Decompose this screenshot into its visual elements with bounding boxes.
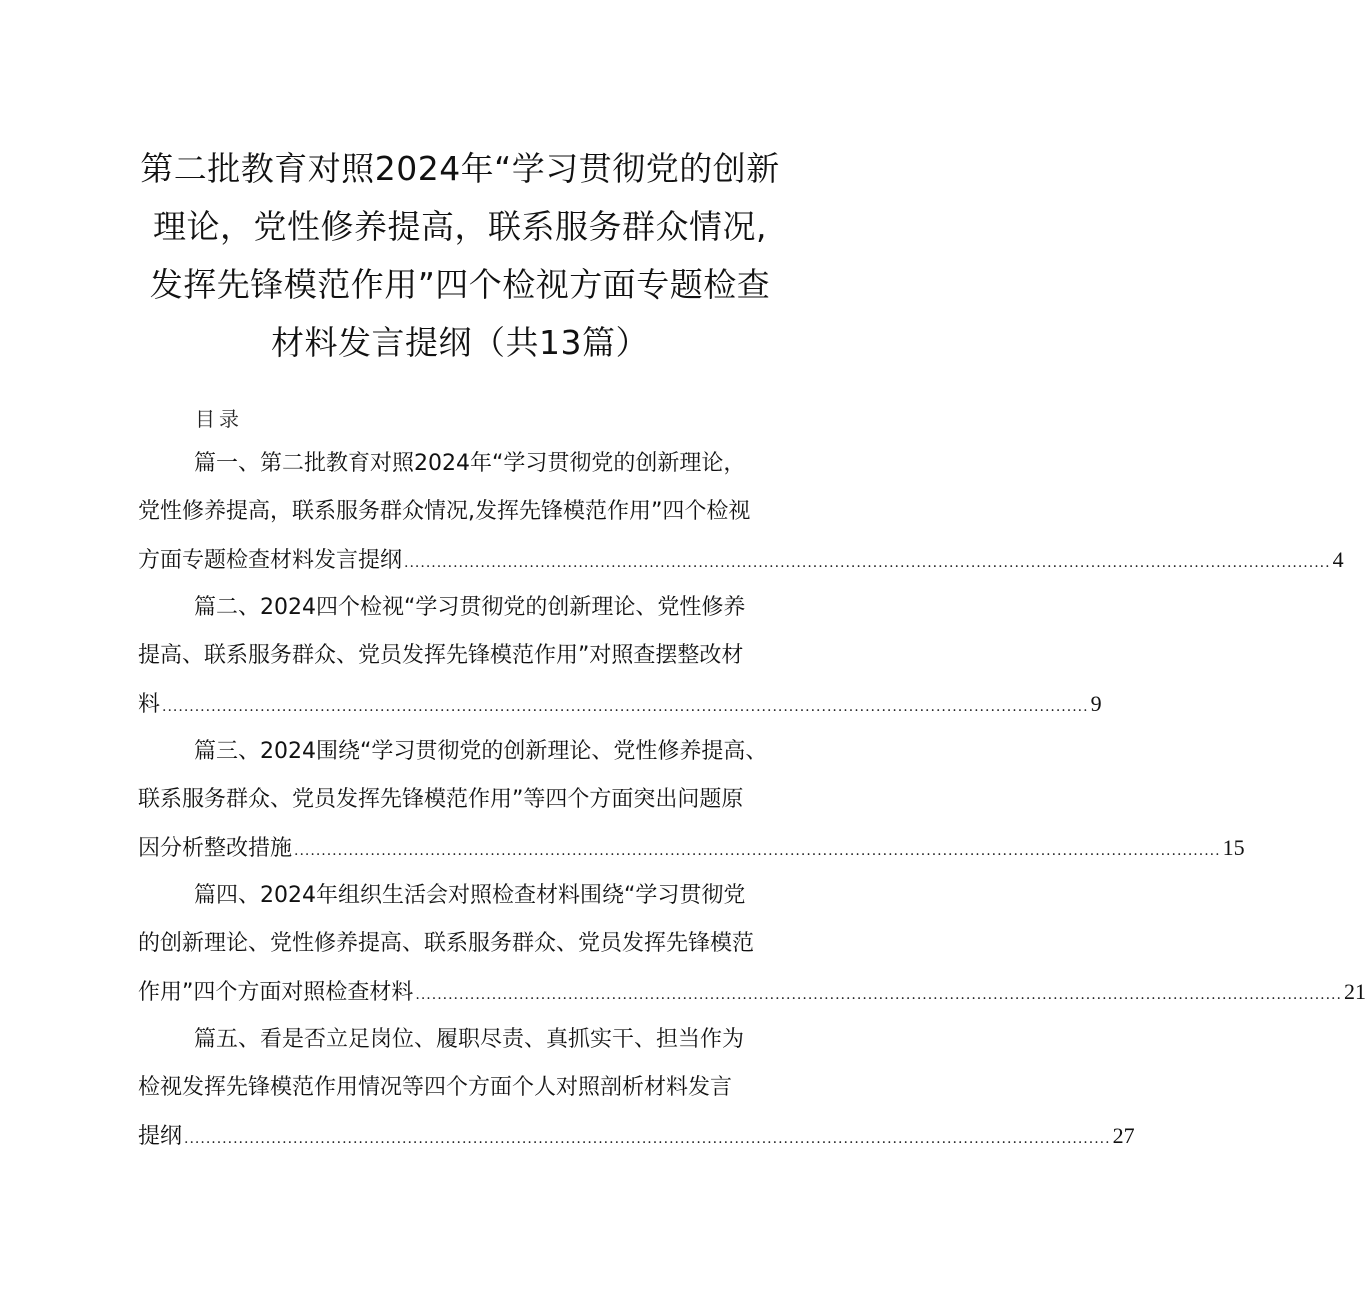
toc-entry-line: 料 [138, 692, 161, 717]
dot-leader: .......................................................................................................................................................................... [415, 987, 1342, 1003]
dot-leader: .......................................................................................................................................................................... [162, 699, 1089, 715]
toc-entry-line: 的创新理论、党性修养提高、联系服务群众、党员发挥先锋模范 [138, 931, 755, 956]
toc-entry-4[interactable] [138, 872, 1366, 1016]
toc-entry-5[interactable] [138, 1016, 1135, 1160]
toc-entry-last-line [138, 824, 1245, 872]
toc-entry-1[interactable] [138, 440, 1344, 584]
toc-entry-line: 党性修养提高，联系服务群众情况,发挥先锋模范作用”四个检视 [138, 499, 751, 524]
toc-entry-line: 篇四、2024年组织生活会对照检查材料围绕“学习贯彻党 [194, 883, 746, 908]
title-line: 材料发言提纲（共13篇） [271, 323, 649, 362]
toc-entry-line: 篇三、2024围绕“学习贯彻党的创新理论、党性修养提高、 [194, 739, 768, 764]
toc-heading: 目录 [195, 407, 243, 431]
document-title [100, 140, 820, 372]
toc-page-number: 9 [1090, 691, 1102, 716]
toc-page-number: 27 [1112, 1123, 1135, 1148]
toc-entry-line: 方面专题检查材料发言提纲 [138, 548, 403, 573]
toc-entry-line: 检视发挥先锋模范作用情况等四个方面个人对照剖析材料发言 [138, 1075, 733, 1100]
toc-entry-2[interactable] [138, 584, 1102, 728]
toc-entry-line: 作用”四个方面对照检查材料 [138, 980, 414, 1005]
dot-leader: .......................................................................................................................................................................... [404, 555, 1331, 571]
toc-entry-line: 提高、联系服务群众、党员发挥先锋模范作用”对照查摆整改材 [138, 643, 744, 668]
title-line: 发挥先锋模范作用”四个检视方面专题检查 [149, 265, 771, 304]
toc-page-number: 4 [1332, 547, 1344, 572]
toc-entry-line: 联系服务群众、党员发挥先锋模范作用”等四个方面突出问题原 [138, 787, 744, 812]
toc-entry-3[interactable] [138, 728, 1245, 872]
dot-leader: .......................................................................................................................................................................... [184, 1131, 1111, 1147]
toc-entry-last-line [138, 536, 1344, 584]
toc-page-number: 21 [1343, 979, 1366, 1004]
toc-entry-line: 提纲 [138, 1124, 183, 1149]
toc-entry-line: 篇二、2024四个检视“学习贯彻党的创新理论、党性修养 [194, 595, 746, 620]
toc-entry-last-line [138, 680, 1102, 728]
toc-entry-line: 因分析整改措施 [138, 836, 293, 861]
toc-entry-line: 篇五、看是否立足岗位、履职尽责、真抓实干、担当作为 [194, 1027, 745, 1052]
toc-entry-last-line [138, 968, 1366, 1016]
title-line: 理论，党性修养提高，联系服务群众情况, [153, 207, 767, 246]
toc-entry-line: 篇一、第二批教育对照2024年“学习贯彻党的创新理论， [194, 451, 746, 476]
title-line: 第二批教育对照2024年“学习贯彻党的创新 [140, 149, 780, 188]
toc-page-number: 15 [1222, 835, 1245, 860]
dot-leader: .......................................................................................................................................................................... [294, 843, 1221, 859]
toc-entry-last-line [138, 1112, 1135, 1160]
table-of-contents [138, 440, 1366, 1160]
